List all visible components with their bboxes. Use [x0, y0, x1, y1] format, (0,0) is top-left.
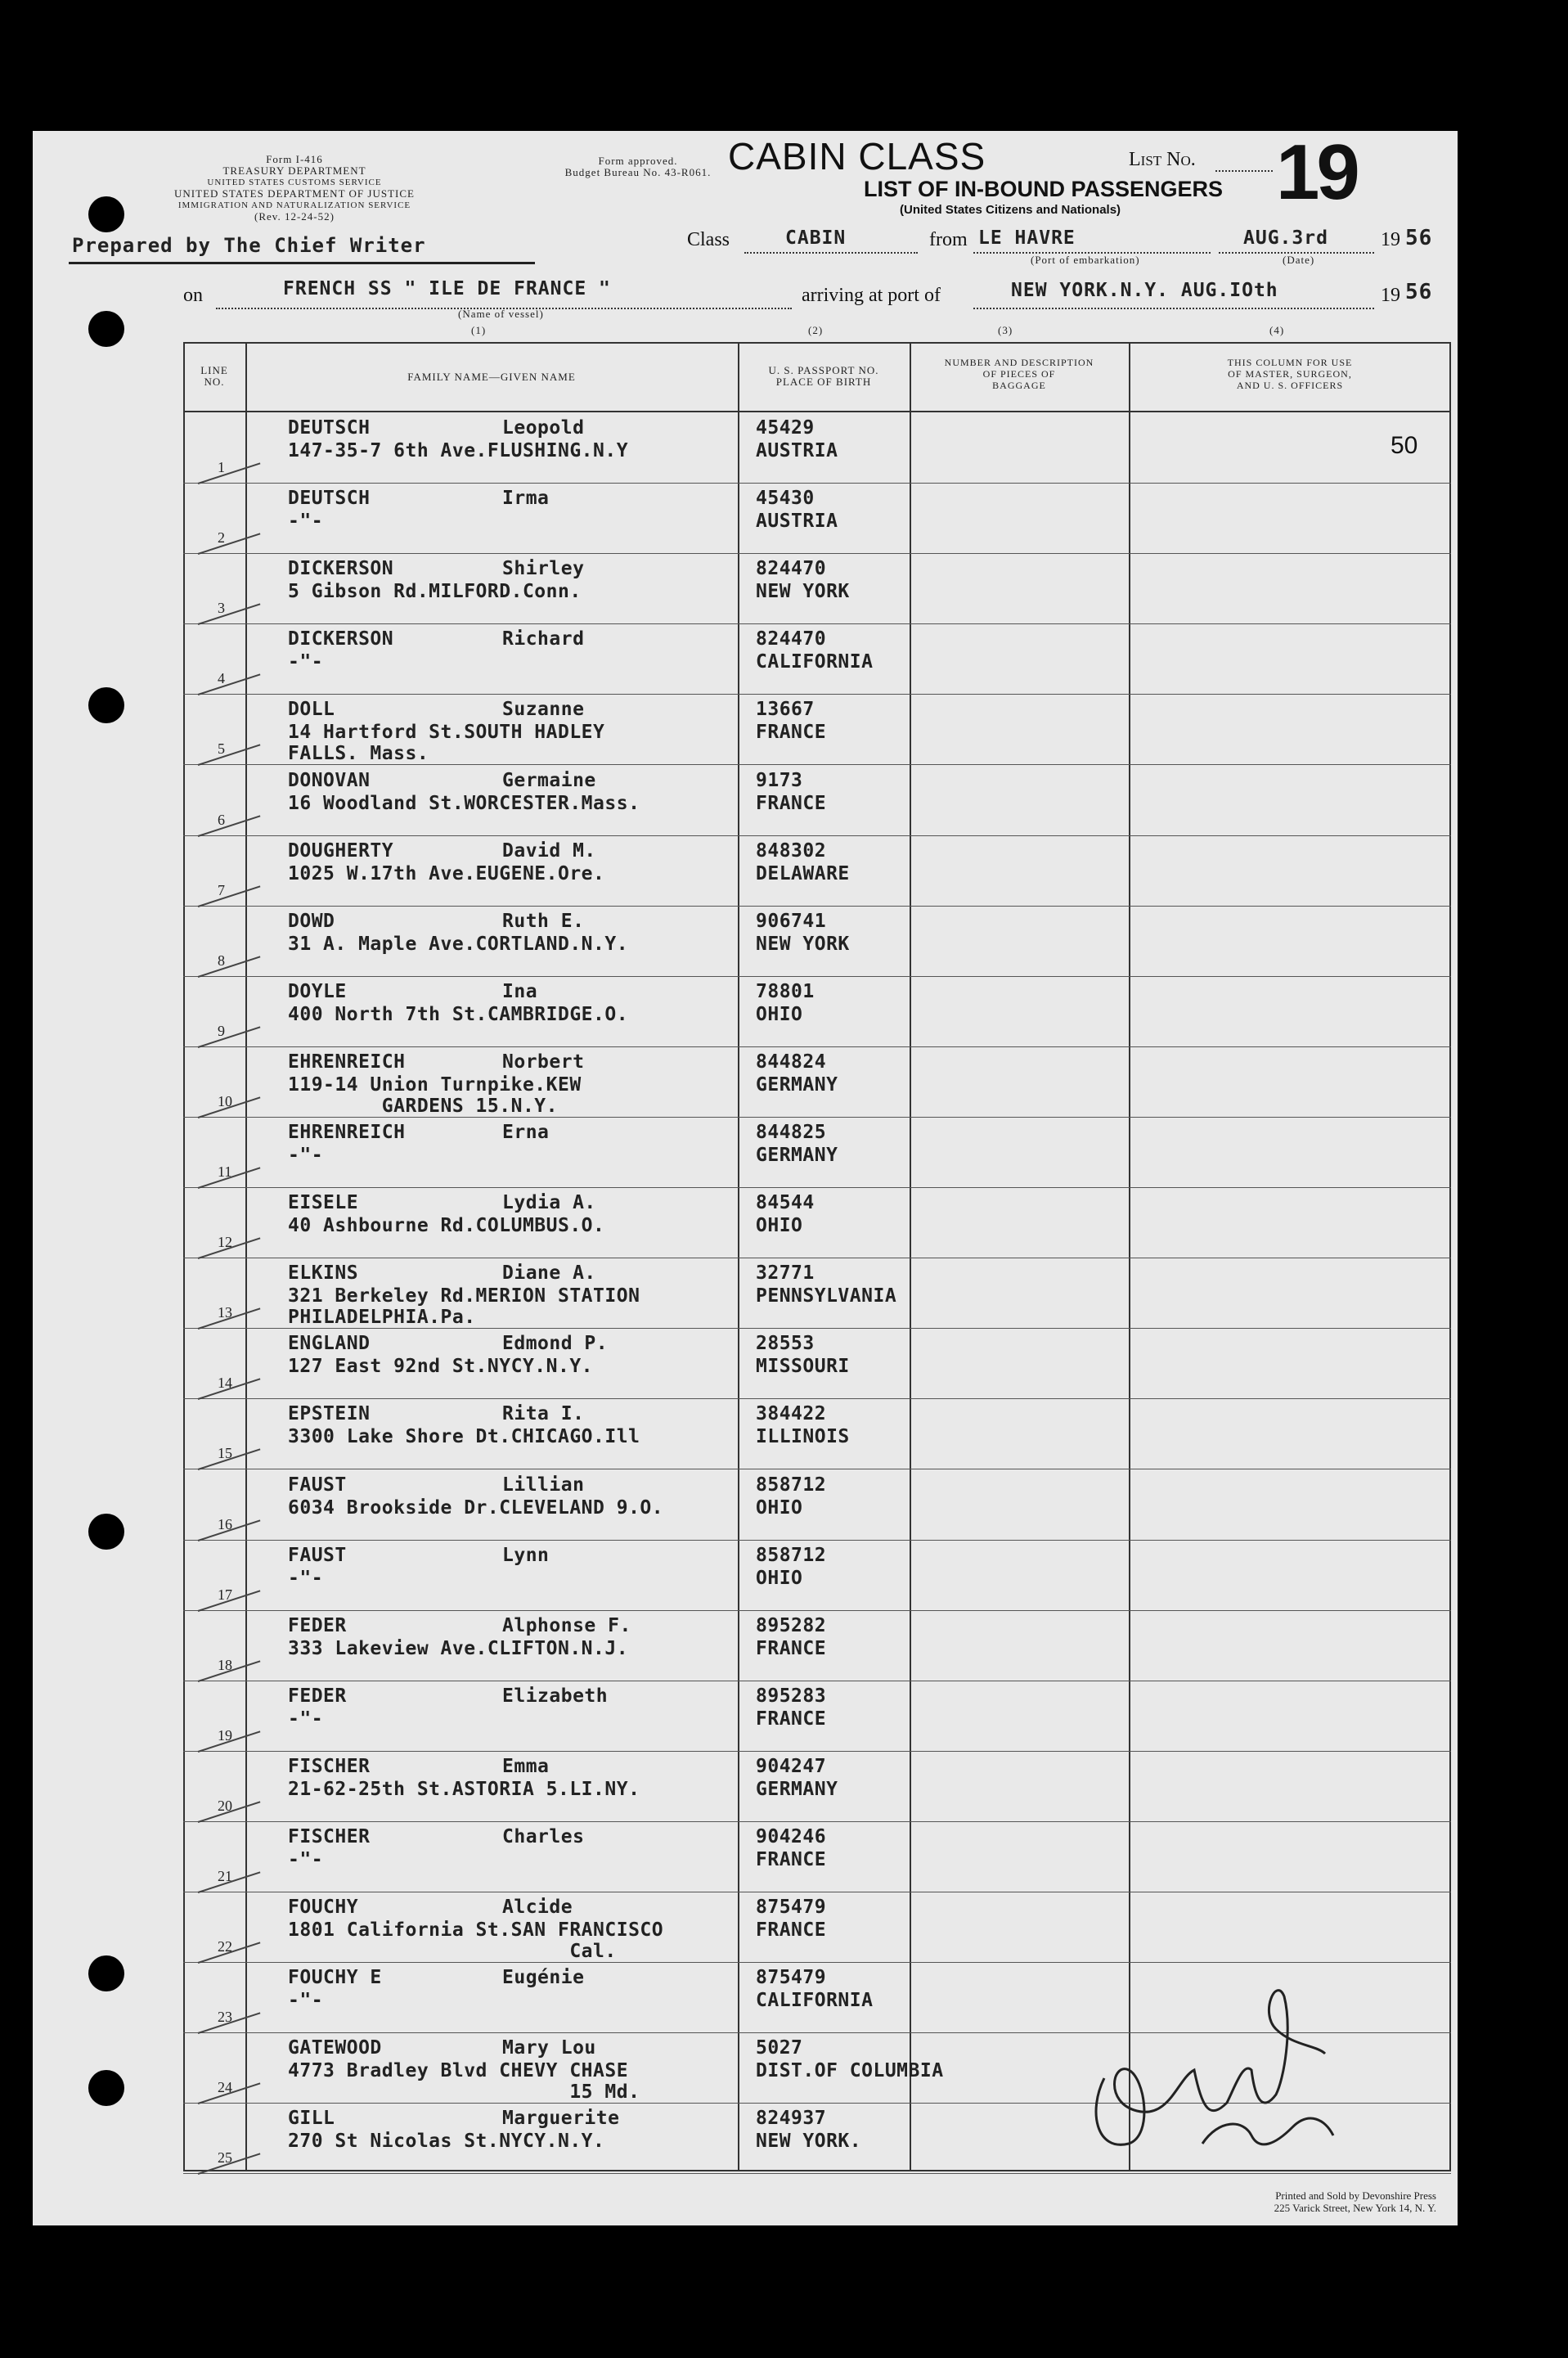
- address: 4773 Bradley Blvd CHEVY CHASE: [288, 2060, 629, 2082]
- given-name: Mary Lou: [502, 2037, 596, 2059]
- family-name: ELKINS: [288, 1262, 359, 1285]
- col-num-4: (4): [1269, 324, 1285, 336]
- given-name: Lynn: [502, 1544, 550, 1566]
- from-label: from: [929, 229, 968, 250]
- line-number: 9: [218, 1022, 225, 1039]
- revision: (Rev. 12-24-52): [254, 210, 335, 223]
- place-of-birth: FRANCE: [756, 722, 827, 744]
- address: -"-: [288, 1145, 324, 1166]
- address: 321 Berkeley Rd.MERION STATION: [288, 1285, 640, 1307]
- place-of-birth: NEW YORK: [756, 933, 850, 955]
- given-name: Shirley: [502, 558, 585, 580]
- justice-dept: UNITED STATES DEPARTMENT OF JUSTICE: [174, 187, 415, 200]
- family-name: DICKERSON: [288, 628, 394, 650]
- table-row: [183, 1117, 1451, 1187]
- family-name: DEUTSCH: [288, 417, 371, 439]
- family-name: FAUST: [288, 1474, 347, 1496]
- place-of-birth: PENNSYLVANIA: [756, 1285, 897, 1307]
- line-number: 25: [218, 2149, 232, 2167]
- given-name: Alcide: [502, 1897, 573, 1919]
- page-title: CABIN CLASS: [728, 135, 986, 178]
- year-suffix: 56: [1405, 226, 1433, 250]
- given-name: Alphonse F.: [502, 1614, 631, 1636]
- table-row: [183, 1610, 1451, 1681]
- table-row: [183, 1258, 1451, 1328]
- family-name: DOWD: [288, 910, 335, 932]
- place-of-birth: DIST.OF COLUMBIA: [756, 2060, 944, 2082]
- budget-approval: Form approved. Budget Bureau No. 43-R061.: [564, 155, 712, 178]
- vessel-name: FRENCH SS " ILE DE FRANCE ": [283, 278, 611, 299]
- list-no-underline: [1215, 170, 1273, 172]
- address: -"-: [288, 1849, 324, 1870]
- address-line2: FALLS. Mass.: [288, 743, 429, 765]
- address: 21-62-25th St.ASTORIA 5.LI.NY.: [288, 1778, 640, 1800]
- table-row: [183, 412, 1451, 483]
- col-num-2: (2): [808, 324, 824, 336]
- family-name: DOLL: [288, 699, 335, 721]
- family-name: DEUTSCH: [288, 488, 371, 510]
- checkmark: [198, 885, 261, 907]
- line-number: 6: [218, 811, 225, 828]
- place-of-birth: GERMANY: [756, 1778, 838, 1800]
- line-number: 22: [218, 1938, 232, 1955]
- line-number: 19: [218, 1726, 232, 1744]
- passport-number: 32771: [756, 1262, 815, 1285]
- on-label: on: [183, 285, 203, 306]
- customs-service: UNITED STATES CUSTOMS SERVICE: [207, 178, 382, 187]
- passport-number: 5027: [756, 2037, 803, 2059]
- given-name: Richard: [502, 628, 585, 650]
- address-line2: Cal.: [288, 1941, 617, 1963]
- checkmark: [198, 674, 261, 696]
- class-underline: [744, 252, 918, 254]
- line-number: 2: [218, 529, 225, 547]
- family-name: FOUCHY E: [288, 1967, 382, 1989]
- prepared-by-underline: [69, 262, 535, 264]
- place-of-birth: GERMANY: [756, 1145, 838, 1166]
- line-number: 10: [218, 1092, 232, 1109]
- address-line2: PHILADELPHIA.Pa.: [288, 1307, 476, 1329]
- place-of-birth: ILLINOIS: [756, 1426, 850, 1448]
- arrival-port-date: NEW YORK.N.Y. AUG.IOth: [1011, 280, 1278, 301]
- subtitle-note: (United States Citizens and Nationals): [900, 203, 1121, 217]
- family-name: FAUST: [288, 1544, 347, 1566]
- table-row: [183, 694, 1451, 764]
- passport-number: 875479: [756, 1967, 827, 1989]
- passenger-table: [183, 342, 1451, 2171]
- address: 147-35-7 6th Ave.FLUSHING.N.Y: [288, 440, 629, 461]
- passport-number: 84544: [756, 1192, 815, 1214]
- line-number: 20: [218, 1797, 232, 1814]
- checkmark: [198, 462, 261, 484]
- line-number: 24: [218, 2079, 232, 2096]
- given-name: Diane A.: [502, 1262, 596, 1285]
- col-num-1: (1): [471, 324, 487, 336]
- arrival-underline: [973, 308, 1374, 309]
- checkmark: [198, 815, 261, 837]
- line-number: 17: [218, 1586, 232, 1603]
- line-number: 3: [218, 600, 225, 617]
- line-number: 11: [218, 1163, 232, 1180]
- address: -"-: [288, 511, 324, 533]
- family-name: FISCHER: [288, 1826, 371, 1847]
- date-caption: (Date): [1283, 254, 1315, 266]
- passport-number: 858712: [756, 1544, 827, 1566]
- place-of-birth: OHIO: [756, 1496, 803, 1519]
- port-of-embarkation: LE HAVRE: [978, 227, 1076, 249]
- line-number: 13: [218, 1304, 232, 1321]
- line-number: 21: [218, 1868, 232, 1884]
- line-number: 15: [218, 1445, 232, 1462]
- col-header-name: FAMILY NAME—GIVEN NAME: [407, 371, 576, 383]
- table-row: [183, 1892, 1451, 1962]
- passport-number: 858712: [756, 1474, 827, 1496]
- table-row: [183, 1821, 1451, 1892]
- table-row: [183, 1187, 1451, 1258]
- place-of-birth: MISSOURI: [756, 1356, 850, 1378]
- address: 333 Lakeview Ave.CLIFTON.N.J.: [288, 1637, 629, 1659]
- address: -"-: [288, 651, 324, 673]
- address: 6034 Brookside Dr.CLEVELAND 9.O.: [288, 1496, 664, 1519]
- address: 1025 W.17th Ave.EUGENE.Ore.: [288, 862, 605, 884]
- family-name: FISCHER: [288, 1755, 371, 1777]
- place-of-birth: FRANCE: [756, 1849, 827, 1870]
- passport-number: 844824: [756, 1051, 827, 1073]
- line-number: 4: [218, 670, 225, 687]
- family-name: DICKERSON: [288, 558, 394, 580]
- col-header-officers: THIS COLUMN FOR USE OF MASTER, SURGEON, AND U. S. OFFICERS: [1227, 357, 1353, 391]
- place-of-birth: CALIFORNIA: [756, 651, 874, 673]
- family-name: GILL: [288, 2108, 335, 2130]
- family-name: EHRENREICH: [288, 1051, 406, 1073]
- place-of-birth: GERMANY: [756, 1073, 838, 1096]
- passport-number: 45430: [756, 488, 815, 510]
- passport-number: 9173: [756, 769, 803, 791]
- address: 5 Gibson Rd.MILFORD.Conn.: [288, 581, 582, 603]
- binder-hole: [88, 311, 124, 347]
- list-no-label: List No.: [1129, 149, 1196, 170]
- given-name: Ruth E.: [502, 910, 585, 932]
- given-name: Lydia A.: [502, 1192, 596, 1214]
- address: 14 Hartford St.SOUTH HADLEY: [288, 722, 605, 744]
- given-name: Irma: [502, 488, 550, 510]
- passport-number: 824937: [756, 2108, 827, 2130]
- page-subtitle: LIST OF IN-BOUND PASSENGERS: [864, 177, 1224, 201]
- given-name: Emma: [502, 1755, 550, 1777]
- passport-number: 904247: [756, 1755, 827, 1777]
- form-number: Form I-416: [266, 153, 323, 165]
- passport-number: 45429: [756, 417, 815, 439]
- given-name: Edmond P.: [502, 1333, 609, 1355]
- binder-hole: [88, 1514, 124, 1550]
- arriving-label: arriving at port of: [802, 285, 941, 306]
- checkmark: [198, 604, 261, 626]
- given-name: Marguerite: [502, 2108, 620, 2130]
- table-row: [183, 553, 1451, 623]
- family-name: DOYLE: [288, 980, 347, 1002]
- passport-number: 848302: [756, 839, 827, 862]
- line-number: 5: [218, 740, 225, 758]
- place-of-birth: OHIO: [756, 1215, 803, 1237]
- place-of-birth: OHIO: [756, 1567, 803, 1589]
- passport-number: 13667: [756, 699, 815, 721]
- address-line2: GARDENS 15.N.Y.: [288, 1095, 558, 1117]
- place-of-birth: FRANCE: [756, 1708, 827, 1730]
- table-row: [183, 976, 1451, 1046]
- line-number: 7: [218, 881, 225, 898]
- form-id-block: [172, 154, 417, 223]
- passport-number: 906741: [756, 910, 827, 932]
- address: -"-: [288, 1567, 324, 1589]
- line-number: 1: [218, 459, 225, 475]
- vessel-caption: (Name of vessel): [458, 308, 544, 320]
- table-row: [183, 1046, 1451, 1117]
- place-of-birth: NEW YORK: [756, 581, 850, 603]
- col-num-3: (3): [998, 324, 1013, 336]
- list-number: 19: [1276, 128, 1357, 216]
- treasury-dept: TREASURY DEPARTMENT: [222, 164, 366, 177]
- given-name: Lillian: [502, 1474, 585, 1496]
- ins-service: IMMIGRATION AND NATURALIZATION SERVICE: [177, 200, 411, 210]
- address: 31 A. Maple Ave.CORTLAND.N.Y.: [288, 933, 629, 955]
- checkmark: [198, 1026, 261, 1048]
- checkmark: [198, 745, 261, 767]
- passport-number: 824470: [756, 628, 827, 650]
- table-row: [183, 1398, 1451, 1469]
- line-number: 14: [218, 1375, 232, 1392]
- family-name: DOUGHERTY: [288, 839, 394, 862]
- arrival-year-prefix: 19: [1381, 285, 1400, 306]
- place-of-birth: NEW YORK.: [756, 2131, 862, 2153]
- family-name: EPSTEIN: [288, 1403, 371, 1425]
- given-name: Suzanne: [502, 699, 585, 721]
- col-header-passport: U. S. PASSPORT NO. PLACE OF BIRTH: [768, 364, 879, 388]
- family-name: ENGLAND: [288, 1333, 371, 1355]
- given-name: Germaine: [502, 769, 596, 791]
- passport-number: 824470: [756, 558, 827, 580]
- binder-hole: [88, 196, 124, 232]
- passport-number: 384422: [756, 1403, 827, 1425]
- passport-number: 895283: [756, 1685, 827, 1707]
- place-of-birth: AUSTRIA: [756, 511, 838, 533]
- given-name: David M.: [502, 839, 596, 862]
- given-name: Charles: [502, 1826, 585, 1847]
- family-name: EHRENREICH: [288, 1122, 406, 1143]
- officer-signature: [1080, 1980, 1350, 2168]
- passport-number: 904246: [756, 1826, 827, 1847]
- address: 400 North 7th St.CAMBRIDGE.O.: [288, 1003, 629, 1025]
- address: -"-: [288, 1990, 324, 2012]
- family-name: EISELE: [288, 1192, 359, 1214]
- port-embark-caption: (Port of embarkation): [1031, 254, 1140, 266]
- place-of-birth: CALIFORNIA: [756, 1990, 874, 2012]
- given-name: Ina: [502, 980, 538, 1002]
- class-label: Class: [687, 229, 730, 250]
- passport-number: 78801: [756, 980, 815, 1002]
- line-number: 8: [218, 952, 225, 969]
- given-name: Leopold: [502, 417, 585, 439]
- place-of-birth: OHIO: [756, 1003, 803, 1025]
- officer-note: 50: [1391, 432, 1418, 459]
- line-number: 23: [218, 2009, 232, 2026]
- given-name: Elizabeth: [502, 1685, 609, 1707]
- given-name: Eugénie: [502, 1967, 585, 1989]
- table-row: [183, 1328, 1451, 1398]
- binder-hole: [88, 687, 124, 723]
- departure-date: AUG.3rd: [1243, 227, 1328, 249]
- arrival-year-suffix: 56: [1405, 280, 1433, 304]
- place-of-birth: FRANCE: [756, 792, 827, 814]
- table-row: [183, 1540, 1451, 1610]
- address: 270 St Nicolas St.NYCY.N.Y.: [288, 2131, 605, 2153]
- family-name: FOUCHY: [288, 1897, 359, 1919]
- place-of-birth: FRANCE: [756, 1919, 827, 1942]
- family-name: GATEWOOD: [288, 2037, 382, 2059]
- table-row: [183, 835, 1451, 906]
- address: 1801 California St.SAN FRANCISCO: [288, 1919, 664, 1942]
- binder-hole: [88, 2070, 124, 2106]
- binder-hole: [88, 1955, 124, 1991]
- year-prefix: 19: [1381, 229, 1400, 250]
- prepared-by: Prepared by The Chief Writer: [72, 234, 426, 257]
- address: 127 East 92nd St.NYCY.N.Y.: [288, 1356, 594, 1378]
- passport-number: 895282: [756, 1614, 827, 1636]
- family-name: FEDER: [288, 1614, 347, 1636]
- table-row: [183, 1469, 1451, 1540]
- col-header-baggage: NUMBER AND DESCRIPTION OF PIECES OF BAGGAGE: [944, 357, 1094, 391]
- given-name: Rita I.: [502, 1403, 585, 1425]
- printer-credit: Printed and Sold by Devonshire Press 225 Varick Street, New York 14, N. Y.: [1274, 2189, 1436, 2214]
- given-name: Norbert: [502, 1051, 585, 1073]
- line-number: 18: [218, 1656, 232, 1673]
- col-header-line: LINE NO.: [200, 364, 228, 388]
- family-name: FEDER: [288, 1685, 347, 1707]
- table-row: [183, 1751, 1451, 1821]
- place-of-birth: AUSTRIA: [756, 440, 838, 461]
- checkmark: [198, 533, 261, 555]
- address: 119-14 Union Turnpike.KEW: [288, 1073, 582, 1096]
- place-of-birth: DELAWARE: [756, 862, 850, 884]
- address: 16 Woodland St.WORCESTER.Mass.: [288, 792, 640, 814]
- place-of-birth: FRANCE: [756, 1637, 827, 1659]
- checkmark: [198, 956, 261, 978]
- address-line2: 15 Md.: [288, 2081, 640, 2104]
- given-name: Erna: [502, 1122, 550, 1143]
- family-name: DONOVAN: [288, 769, 371, 791]
- passport-number: 875479: [756, 1897, 827, 1919]
- passport-number: 844825: [756, 1122, 827, 1143]
- line-number: 12: [218, 1234, 232, 1251]
- table-row: [183, 1681, 1451, 1751]
- table-row: [183, 765, 1451, 835]
- address: -"-: [288, 1708, 324, 1730]
- address: 40 Ashbourne Rd.COLUMBUS.O.: [288, 1215, 605, 1237]
- table-row: [183, 623, 1451, 694]
- table-row: [183, 906, 1451, 976]
- passport-number: 28553: [756, 1333, 815, 1355]
- table-row: [183, 483, 1451, 553]
- address: 3300 Lake Shore Dt.CHICAGO.Ill: [288, 1426, 640, 1448]
- class-value: CABIN: [785, 227, 847, 249]
- line-number: 16: [218, 1515, 232, 1532]
